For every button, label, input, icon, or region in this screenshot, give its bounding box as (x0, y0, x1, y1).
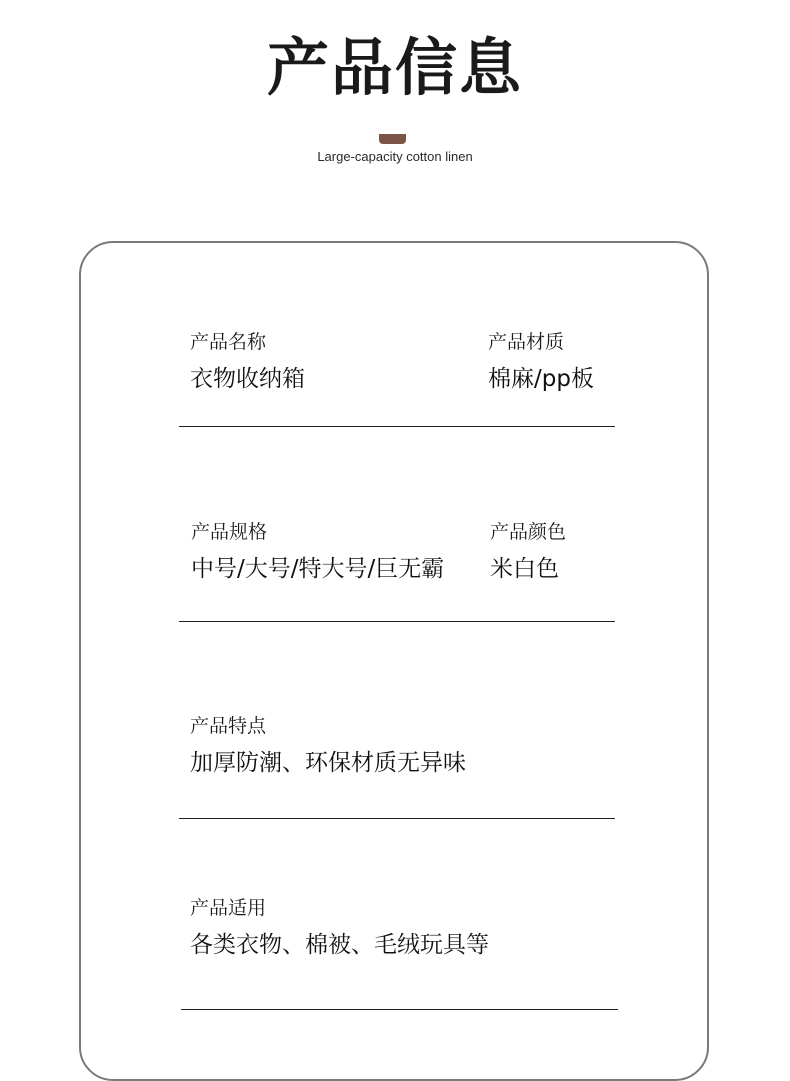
divider (179, 818, 615, 819)
field-product-material (488, 330, 594, 393)
field-product-feature (190, 714, 466, 777)
divider (179, 426, 615, 427)
field-product-spec (191, 520, 444, 583)
field-value: 加厚防潮、环保材质无异味 (190, 750, 466, 776)
field-label: 产品规格 (191, 521, 268, 543)
field-label: 产品颜色 (490, 521, 567, 543)
field-product-usage (190, 896, 489, 959)
field-product-name (190, 330, 305, 393)
accent-bar (379, 134, 406, 144)
field-value: 各类衣物、棉被、毛绒玩具等 (190, 932, 489, 958)
field-value: 棉麻/pp板 (488, 366, 594, 392)
field-label: 产品特点 (190, 715, 267, 737)
divider (179, 621, 615, 622)
page-subtitle: Large-capacity cotton linen (317, 149, 473, 164)
field-label: 产品适用 (190, 897, 267, 919)
field-product-color (490, 520, 566, 583)
field-value: 中号/大号/特大号/巨无霸 (191, 556, 445, 582)
page-title: 产品信息 (266, 31, 523, 104)
field-value: 米白色 (490, 556, 559, 582)
field-label: 产品材质 (488, 331, 565, 353)
field-label: 产品名称 (190, 331, 267, 353)
divider (181, 1009, 618, 1010)
field-value: 衣物收纳箱 (190, 366, 305, 392)
